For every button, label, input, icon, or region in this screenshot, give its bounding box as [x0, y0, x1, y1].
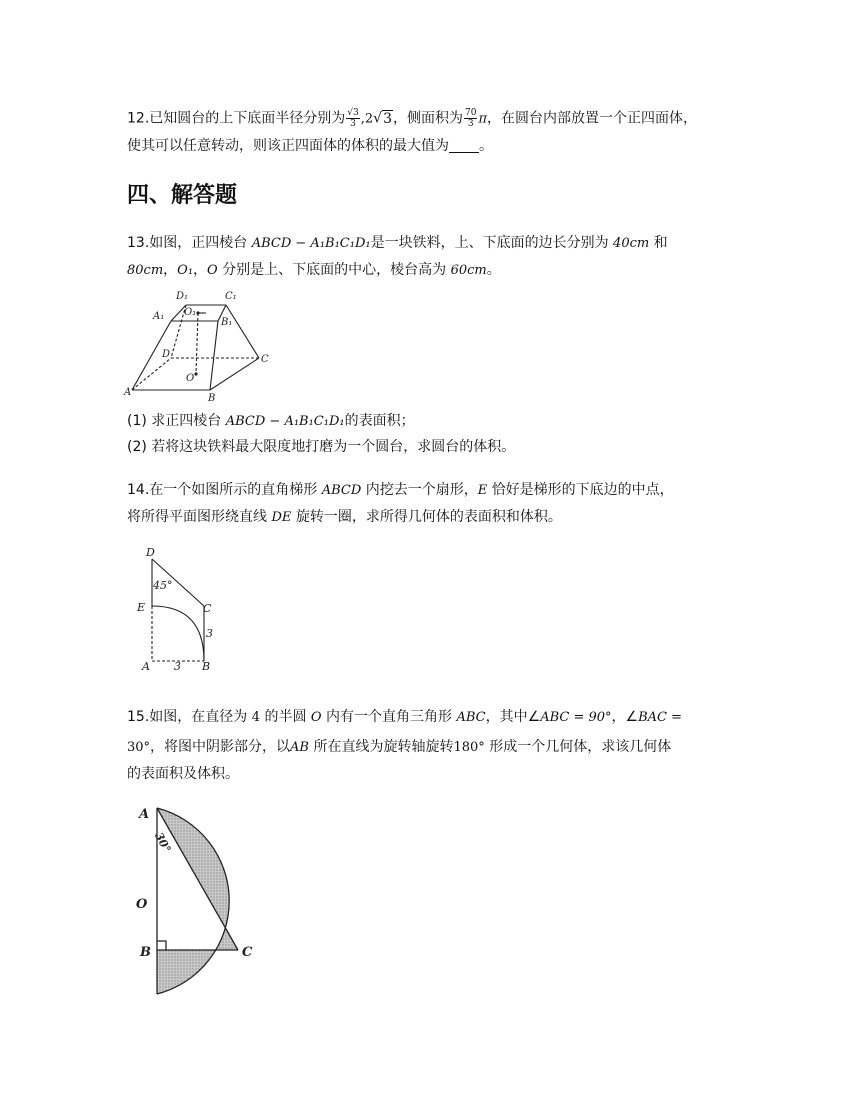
frustum-figure [122, 286, 282, 402]
label-C: C [203, 602, 212, 615]
q12-line1: 12.已知圆台的上下底面半径分别为 $\frac{√3}{3}$ ,2√3，侧面积为 $\frac{70}{3}$ π，在圆台内部放置一个正四面体， [127, 108, 697, 129]
label-angle-30: 30° [152, 830, 174, 855]
label-C1: C₁ [225, 291, 237, 302]
label-C: C [261, 354, 269, 365]
q13-sub1: (1) 求正四棱台 ABCD − A₁B₁C₁D₁的表面积； [127, 413, 415, 429]
label-three-horizontal: 3 [174, 660, 181, 673]
label-angle-45: 45° [153, 579, 173, 592]
q15-line3: 的表面积及体积。 [127, 766, 239, 782]
label-D1: D₁ [176, 291, 189, 302]
semicircle-figure [126, 800, 266, 1000]
q15-line2: 30°，将图中阴影部分，以AB 所在直线为旋转轴旋转180° 形成一个几何体，求该几何体 [127, 739, 672, 755]
q13-sub2: (2) 若将这块铁料最大限度地打磨为一个圆台，求圆台的体积。 [127, 439, 516, 455]
label-E: E [137, 601, 146, 614]
q14-line1: 14.在一个如图所示的直角梯形 ABCD 内挖去一个扇形，E 恰好是梯形的下底边的中点， [127, 482, 674, 498]
label-O1: O₁ [184, 307, 197, 318]
q13-line2: 80cm，O₁，O 分别是上、下底面的中心，棱台高为 60cm。 [127, 262, 501, 278]
label-B1: B₁ [221, 317, 233, 328]
label-D: D [146, 546, 155, 559]
q14-line2: 将所得平面图形绕直线 DE 旋转一圈，求所得几何体的表面积和体积。 [127, 509, 562, 525]
label-O: O [186, 373, 195, 384]
trapezoid-figure [134, 543, 224, 675]
q15-line1: 15.如图，在直径为 4 的半圆 O 内有一个直角三角形 ABC，其中∠ABC = 90°，∠BAC = [127, 709, 683, 725]
label-A1: A₁ [153, 311, 165, 322]
label-B: B [140, 945, 151, 960]
q12-line2: 使其可以任意转动，则该正四面体的体积的最大值为 。 [127, 138, 493, 154]
label-C: C [242, 945, 253, 960]
label-O: O [136, 897, 148, 912]
label-A: A [142, 660, 150, 673]
shaded-region [157, 808, 238, 994]
label-A: A [124, 387, 132, 398]
label-three-vertical: 3 [206, 627, 213, 640]
label-B: B [208, 393, 216, 402]
answer-blank [449, 138, 479, 153]
section-title: 四、解答题 [127, 183, 238, 208]
label-B: B [202, 660, 211, 673]
q13-line1: 13.如图，正四棱台 ABCD − A₁B₁C₁D₁是一块铁料，上、下底面的边长分别为 40cm 和 [127, 235, 668, 251]
frac-lateral-area: $\frac{70}{3}$ [465, 108, 477, 129]
label-D: D [162, 349, 171, 360]
frac-r1: $\frac{√3}{3}$ [347, 108, 359, 129]
label-A: A [139, 807, 150, 822]
sqrt-r2: √3 [373, 110, 392, 127]
